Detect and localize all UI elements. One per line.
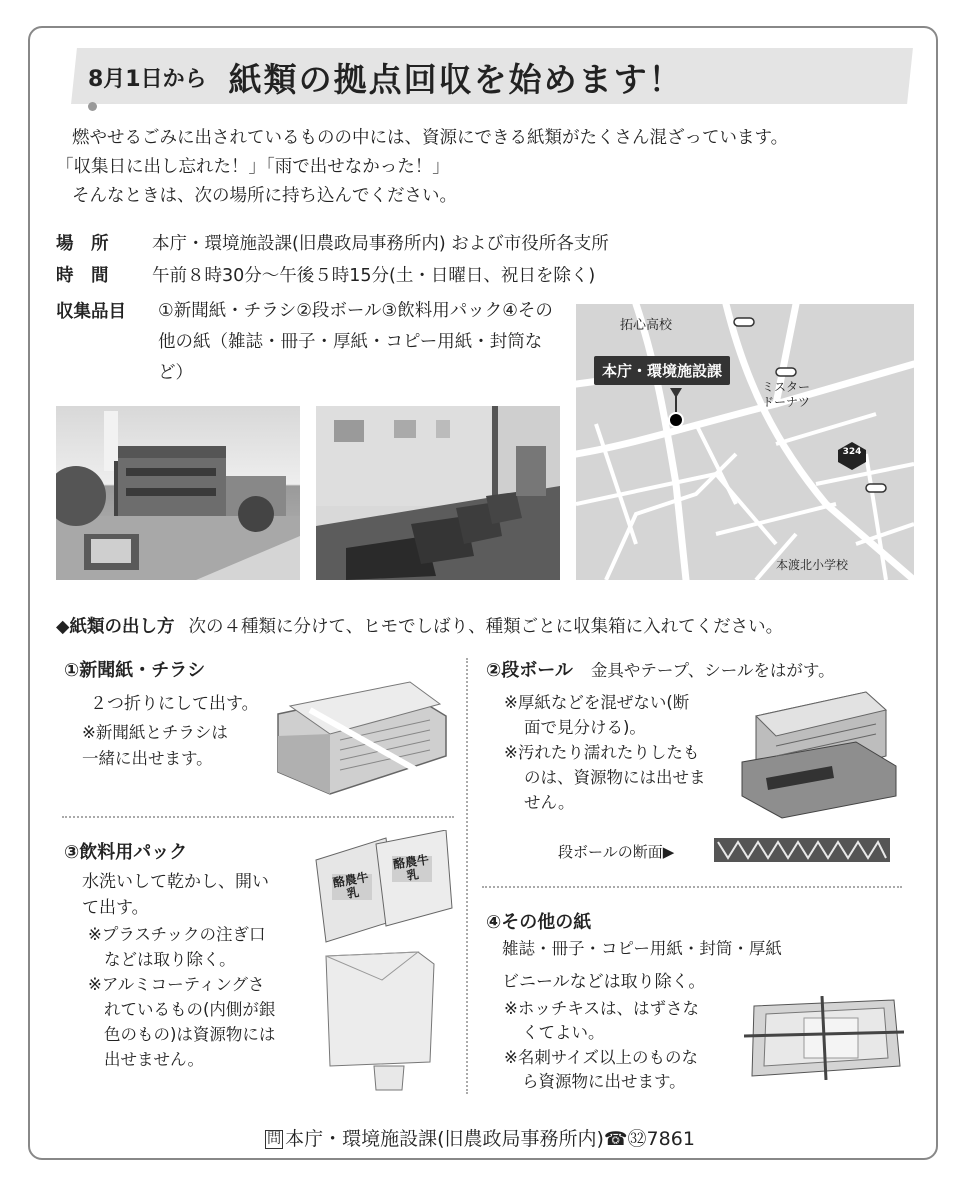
items-label: 収集品目 [56, 302, 126, 322]
section-4-line-1: ビニールなどは取り除く。 [502, 972, 706, 992]
intro-line-1: 燃やせるごみに出されているものの中には、資源にできる紙類がたくさん混ざっています。 [72, 128, 789, 148]
section-2-line-1: ※厚紙などを混ぜない(断 [504, 693, 690, 712]
open-carton-photo [322, 950, 438, 1092]
items-value: ①新聞紙・チラシ②段ボール③飲料用パック④その他の紙（雑誌・冊子・厚紙・コピー用紙・封筒など） [158, 301, 553, 383]
intro-line-3: そんなときは、次の場所に持ち込んでください。 [72, 186, 457, 206]
time-value: 午前８時30分～午後５時15分(土・日曜日、祝日を除く) [152, 266, 596, 286]
footer-text: 本庁・環境施設課(旧農政局事務所内)☎㉜7861 [285, 1128, 695, 1150]
cardboard-photo [736, 686, 902, 822]
cross-section-label: 段ボールの断面▶ [558, 843, 675, 861]
section-2-title: ②段ボール [486, 660, 573, 681]
map-shop-line-1: ミスター [762, 380, 811, 394]
section-1-title: ①新聞紙・チラシ [64, 660, 206, 681]
map-callout: 本庁・環境施設課 [594, 356, 730, 385]
place-row [56, 230, 609, 255]
section-3-line-4: などは取り除く。 [104, 950, 236, 969]
section-3-title: ③飲料用パック [64, 842, 188, 863]
section-3-line-7: 色のもの)は資源物には [104, 1025, 276, 1044]
time-row [56, 262, 595, 287]
map-school-top: 拓心高校 [620, 318, 673, 333]
place-label: 場 所 [56, 234, 109, 254]
section-4-line-3: くてよい。 [522, 1023, 605, 1042]
section-3-line-8: 出せません。 [104, 1050, 204, 1069]
section-4-line-4: ※名刺サイズ以上のものな [504, 1048, 699, 1067]
title-prefix: 8月1日から [88, 66, 207, 92]
section-3-line-3: ※プラスチックの注ぎ口 [88, 925, 266, 944]
section-2-line-2: 面で見分ける)。 [524, 718, 646, 737]
map-shop [762, 380, 810, 410]
section-2-line-5: せん。 [524, 793, 575, 812]
section-2-title-line [486, 656, 835, 682]
left-divider [62, 816, 454, 818]
howto-text: 次の４種類に分けて、ヒモでしばり、種類ごとに収集箱に入れてください。 [188, 617, 784, 637]
column-divider [466, 658, 468, 1094]
newspaper-photo [270, 676, 454, 800]
section-2-subtitle: 金具やテープ、シールをはがす。 [590, 661, 835, 680]
cross-section-graphic [714, 838, 890, 862]
section-2-line-4: のは、資源物には出せま [524, 768, 706, 787]
section-4-subtitle: 雑誌・冊子・コピー用紙・封筒・厚紙 [502, 939, 782, 958]
intro-line-2: 「収集日に出し忘れた！」「雨で出せなかった！」 [56, 157, 450, 177]
howto-heading: ◆紙類の出し方 [56, 617, 175, 637]
map-route-number: 324 [842, 447, 862, 457]
section-3-line-5: ※アルミコーティングさ [88, 975, 265, 994]
carton-label-1: 酪農牛乳 [331, 870, 370, 901]
section-1-line-1: ２つ折りにして出す。 [90, 694, 259, 714]
section-1-line-3: 一緒に出せます。 [82, 749, 213, 768]
section-1-line-2: ※新聞紙とチラシは [82, 723, 228, 742]
section-3-line-2: て出す。 [82, 898, 149, 918]
map-shop-line-2: ドーナツ [762, 395, 810, 409]
title-dot [88, 102, 97, 111]
time-label: 時 間 [56, 266, 109, 286]
inquiry-mark: 問 [267, 1131, 282, 1147]
page-title [88, 52, 908, 102]
howto-line [56, 613, 783, 638]
section-4-line-5: ら資源物に出せます。 [522, 1072, 686, 1091]
map-school-bottom: 本渡北小学校 [776, 558, 849, 572]
section-4-line-2: ※ホッチキスは、はずさな [504, 999, 699, 1018]
boxes-photo [316, 406, 560, 580]
title-main: 紙類の拠点回収を始めます！ [228, 59, 684, 99]
milk-carton-photo [306, 830, 456, 946]
magazine-bundle-photo [744, 996, 904, 1080]
building-photo [56, 406, 300, 580]
carton-label-2: 酪農牛乳 [392, 852, 430, 883]
place-value: 本庁・環境施設課(旧農政局事務所内) および市役所各支所 [152, 234, 609, 254]
right-divider [482, 886, 902, 888]
location-map [576, 304, 914, 580]
footer-contact [0, 1124, 960, 1151]
section-3-line-1: 水洗いして乾かし、開い [82, 872, 269, 892]
section-3-line-6: れているもの(内側が銀 [104, 1000, 276, 1019]
section-2-line-3: ※汚れたり濡れたりしたも [504, 743, 700, 762]
section-4-title: ④その他の紙 [486, 912, 592, 933]
